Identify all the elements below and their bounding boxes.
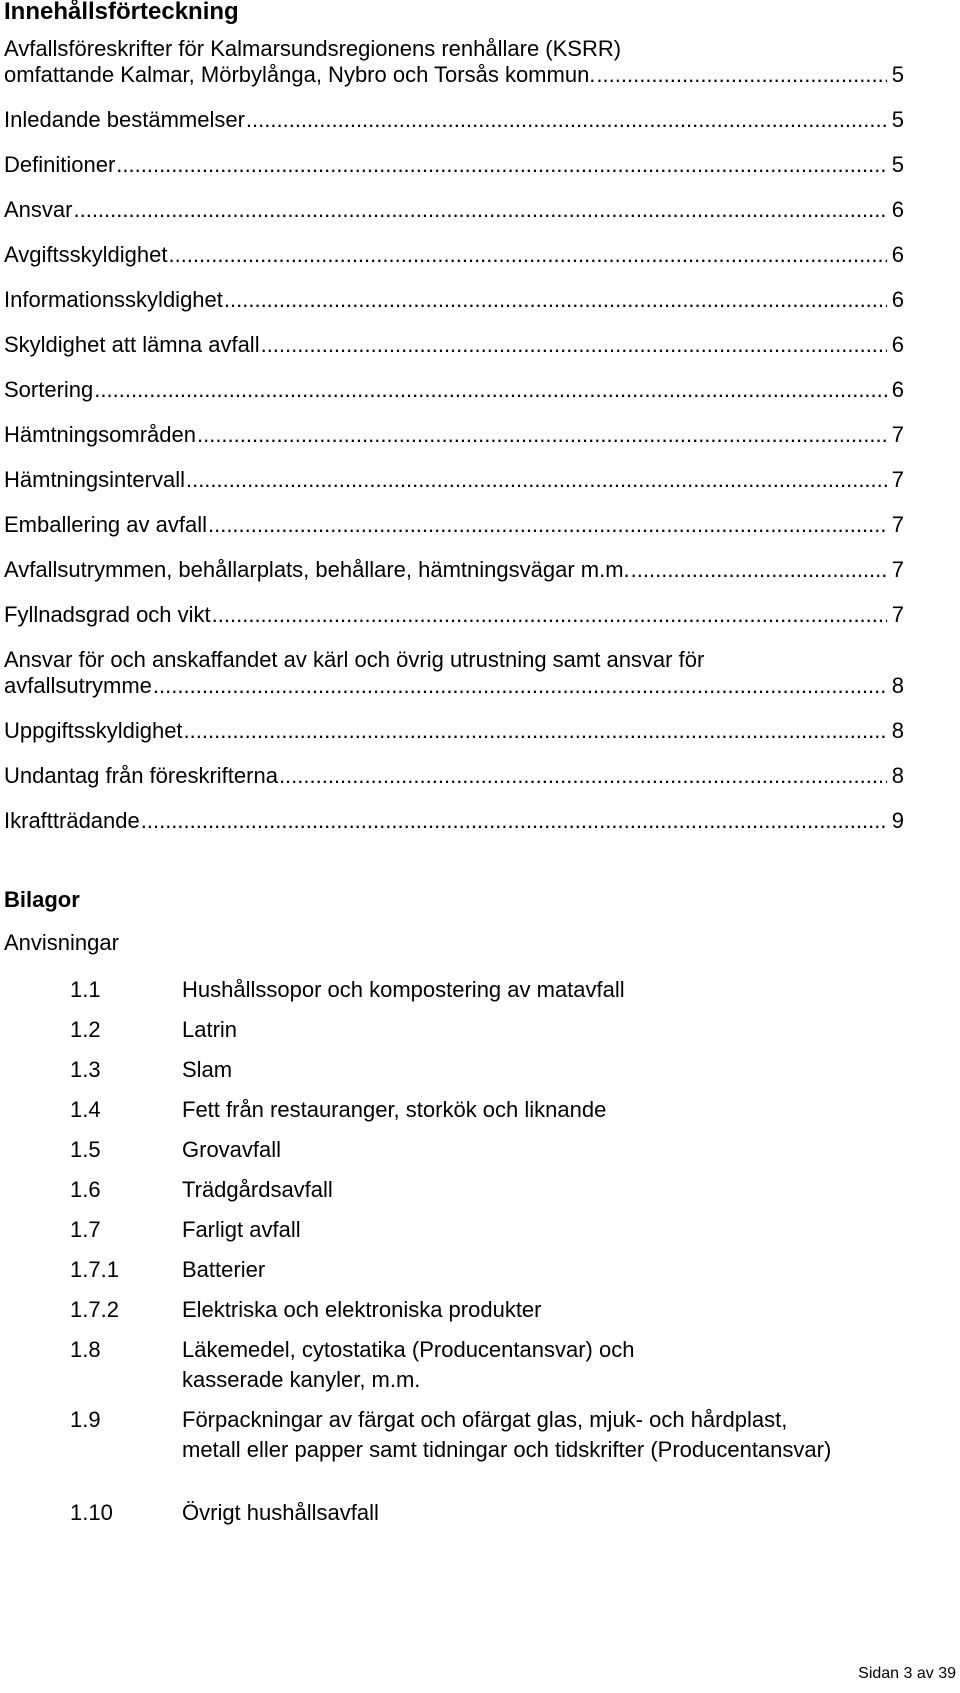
appendix-number: 1.7	[70, 1217, 101, 1242]
toc-entry-label: Inledande bestämmelser	[4, 107, 245, 132]
toc-entry[interactable]	[4, 467, 904, 493]
appendix-number: 1.6	[70, 1177, 101, 1202]
toc-page-number: 9	[891, 808, 904, 833]
appendix-item	[70, 1015, 930, 1045]
toc-entry[interactable]	[4, 512, 904, 538]
appendix-item	[70, 1498, 930, 1528]
toc-entry-label: Undantag från föreskrifterna	[4, 763, 278, 788]
appendix-number: 1.3	[70, 1057, 101, 1082]
appendix-title-line1: Hushållssopor och kompostering av matavfall	[182, 977, 625, 1002]
toc-entry-label: Sortering	[4, 377, 94, 402]
appendix-number: 1.5	[70, 1137, 101, 1162]
toc-entry[interactable]	[4, 557, 904, 583]
toc-entry[interactable]	[4, 287, 904, 313]
toc-page-number: 7	[891, 512, 904, 537]
toc-dot-leader	[279, 763, 887, 789]
appendix-number: 1.7.2	[70, 1297, 119, 1322]
appendix-item	[70, 1175, 930, 1205]
toc-entry[interactable]	[4, 377, 904, 403]
toc-entry-label: avfallsutrymme	[4, 673, 152, 698]
appendix-number: 1.9	[70, 1407, 101, 1432]
toc-page-number: 7	[891, 467, 904, 492]
appendix-item	[70, 1335, 930, 1395]
appendix-title-line1: Farligt avfall	[182, 1217, 301, 1242]
toc-entry-label: Hämtningsintervall	[4, 467, 185, 492]
toc-dot-leader	[224, 287, 887, 313]
toc-entry-label: Avfallsutrymmen, behållarplats, behållare, hämtningsvägar m.m.	[4, 557, 630, 582]
appendix-item	[70, 1405, 930, 1465]
toc-entry[interactable]	[4, 602, 904, 628]
appendix-title-line2: kasserade kanyler, m.m.	[182, 1367, 421, 1392]
appendix-title	[182, 1405, 930, 1465]
appendix-list	[70, 975, 930, 1528]
toc-page-number: 7	[891, 557, 904, 582]
toc-page-number: 6	[891, 242, 904, 267]
toc-entry-label-line1: Ansvar för och anskaffandet av kärl och övrig utrustning samt ansvar för	[4, 647, 705, 672]
appendix-number: 1.1	[70, 977, 101, 1002]
appendix-title-line1: Latrin	[182, 1017, 238, 1042]
appendix-title-line1: Övrigt hushållsavfall	[182, 1500, 379, 1525]
page-footer: Sidan 3 av 39	[858, 1665, 956, 1682]
appendix-title-line2: metall eller papper samt tidningar och tidskrifter (Producentansvar)	[182, 1437, 832, 1462]
toc-page-number: 6	[891, 287, 904, 312]
toc-entry[interactable]	[4, 242, 904, 268]
toc-page-number: 5	[891, 62, 904, 87]
toc-dot-leader	[94, 377, 887, 403]
toc-entry[interactable]	[4, 197, 904, 223]
toc-entry-label: omfattande Kalmar, Mörbylånga, Nybro och Torsås kommun.	[4, 62, 596, 87]
toc-entry[interactable]	[4, 107, 904, 133]
toc-dot-leader	[141, 808, 887, 834]
toc-dot-leader	[73, 197, 887, 223]
appendix-title-line1: Förpackningar av färgat och ofärgat glas, mjuk- och hårdplast,	[182, 1407, 788, 1432]
toc-page-number: 7	[891, 422, 904, 447]
appendix-title	[182, 1095, 930, 1125]
appendix-title	[182, 1215, 930, 1245]
toc-dot-leader	[184, 718, 887, 744]
appendix-title	[182, 1335, 930, 1395]
toc-page-number: 6	[891, 377, 904, 402]
bilagor-heading: Bilagor	[4, 887, 80, 912]
appendix-title	[182, 1175, 930, 1205]
appendix-title-line1: Fett från restauranger, storkök och liknande	[182, 1097, 607, 1122]
toc-entry[interactable]	[4, 647, 904, 699]
toc-page-number: 6	[891, 197, 904, 222]
toc-page-number: 8	[891, 718, 904, 743]
appendix-title	[182, 1055, 930, 1085]
toc-entry[interactable]	[4, 808, 904, 834]
toc-page-number: 8	[891, 673, 904, 698]
appendix-item	[70, 975, 930, 1005]
appendix-item	[70, 1095, 930, 1125]
toc-page-number: 6	[891, 332, 904, 357]
page-title: Innehållsförteckning	[4, 0, 239, 25]
appendix-item	[70, 1295, 930, 1325]
appendix-title	[182, 1135, 930, 1165]
toc-entry[interactable]	[4, 36, 904, 88]
appendix-item	[70, 1215, 930, 1245]
toc-page-number: 8	[891, 763, 904, 788]
toc-dot-leader	[197, 422, 887, 448]
toc-entry-label: Definitioner	[4, 152, 116, 177]
appendix-item	[70, 1055, 930, 1085]
appendix-number: 1.8	[70, 1337, 101, 1362]
toc-dot-leader	[116, 152, 887, 178]
toc-dot-leader	[208, 512, 887, 538]
appendix-title	[182, 1255, 930, 1285]
toc-dot-leader	[153, 673, 887, 699]
toc-entry-label: Ansvar	[4, 197, 73, 222]
appendix-item	[70, 1255, 930, 1285]
appendix-title-line1: Läkemedel, cytostatika (Producentansvar) och	[182, 1337, 635, 1362]
appendix-title	[182, 1498, 930, 1528]
appendix-number: 1.7.1	[70, 1257, 119, 1282]
appendix-title	[182, 1015, 930, 1045]
appendix-number: 1.4	[70, 1097, 101, 1122]
toc-dot-leader	[186, 467, 887, 493]
appendix-title-line1: Slam	[182, 1057, 233, 1082]
toc-dot-leader	[168, 242, 887, 268]
toc-entry-label: Ikraftträdande	[4, 808, 140, 833]
toc-dot-leader	[246, 107, 887, 133]
table-of-contents	[4, 36, 904, 853]
toc-entry[interactable]	[4, 332, 904, 358]
toc-entry-label: Uppgiftsskyldighet	[4, 718, 183, 743]
toc-dot-leader	[631, 557, 887, 583]
toc-entry-label: Emballering av avfall	[4, 512, 207, 537]
toc-dot-leader	[261, 332, 887, 358]
appendix-title-line1: Batterier	[182, 1257, 266, 1282]
toc-page-number: 5	[891, 107, 904, 132]
toc-entry[interactable]	[4, 718, 904, 744]
appendix-title	[182, 1295, 930, 1325]
toc-entry-label: Informationsskyldighet	[4, 287, 223, 312]
appendix-title-line1: Trädgårdsavfall	[182, 1177, 333, 1202]
toc-entry-label-line1: Avfallsföreskrifter för Kalmarsundsregionens renhållare (KSRR)	[4, 36, 622, 61]
appendix-item	[70, 1135, 930, 1165]
toc-page-number: 7	[891, 602, 904, 627]
toc-entry-label: Hämtningsområden	[4, 422, 196, 447]
toc-dot-leader	[596, 62, 887, 88]
appendix-title-line1: Elektriska och elektroniska produkter	[182, 1297, 542, 1322]
toc-entry[interactable]	[4, 152, 904, 178]
toc-entry-label: Avgiftsskyldighet	[4, 242, 168, 267]
appendix-number: 1.10	[70, 1500, 113, 1525]
appendix-number: 1.2	[70, 1017, 101, 1042]
toc-page-number: 5	[891, 152, 904, 177]
appendix-title-line1: Grovavfall	[182, 1137, 282, 1162]
anvisningar-heading: Anvisningar	[4, 930, 119, 955]
toc-dot-leader	[212, 602, 887, 628]
toc-entry-label: Skyldighet att lämna avfall	[4, 332, 260, 357]
toc-entry[interactable]	[4, 422, 904, 448]
appendix-title	[182, 975, 930, 1005]
toc-entry[interactable]	[4, 763, 904, 789]
toc-entry-label: Fyllnadsgrad och vikt	[4, 602, 211, 627]
